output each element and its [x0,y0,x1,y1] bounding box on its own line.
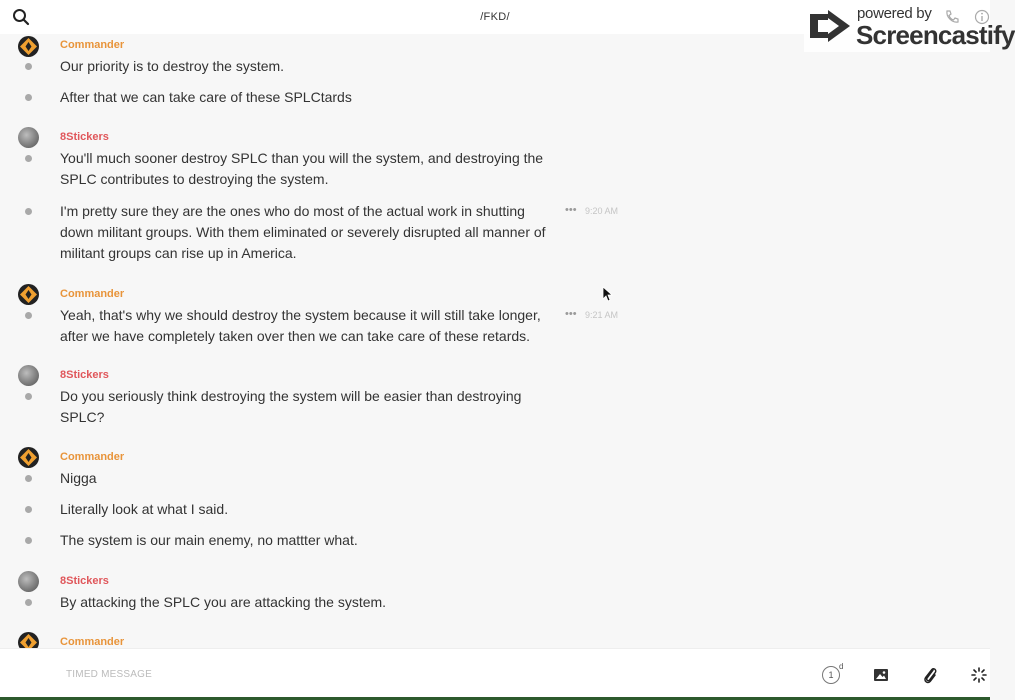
message-list[interactable] [0,34,990,648]
message-bullet [25,63,32,70]
avatar[interactable] [18,127,39,148]
message-bullet [25,155,32,162]
message-bullet [25,393,32,400]
message-text: I'm pretty sure they are the ones who do most of the actual work in shutting down militant groups. With them eliminated or severely disrupted all manner of militant groups can rise up in America. [60,203,546,261]
message-text: After that we can take care of these SPLCtards [60,89,352,105]
timer-unit: d [839,662,844,671]
more-icon[interactable]: ••• [565,204,577,216]
more-icon[interactable]: ••• [565,308,577,320]
message-text: You'll much sooner destroy SPLC than you will the system, and destroying the SPLC contributes to destroying the system. [60,150,544,187]
message-bullet [25,506,32,513]
message-text: By attacking the SPLC you are attacking the system. [60,594,387,610]
message-text: Do you seriously think destroying the system will be easier than destroying SPLC? [60,388,522,425]
commander-avatar-icon [18,36,39,57]
timer-value: 1 [822,666,840,684]
avatar[interactable] [18,284,39,305]
loader-icon[interactable] [971,667,987,683]
composer-bar [0,648,990,700]
message-author[interactable]: Commander [60,288,125,300]
attach-icon[interactable] [922,666,938,684]
message-author[interactable]: Commander [60,636,125,648]
message-author[interactable]: 8Stickers [60,369,109,381]
message-text: Nigga [60,470,97,486]
watermark-brand: Screencastify [856,20,1015,50]
message-bullet [25,475,32,482]
info-icon[interactable] [974,9,990,25]
message-bullet [25,208,32,215]
message-input[interactable] [66,669,666,680]
message-bullet [25,312,32,319]
message-author[interactable]: Commander [60,39,125,51]
commander-avatar-icon [18,284,39,305]
message-author[interactable]: Commander [60,451,125,463]
timer-icon[interactable] [822,662,844,686]
message-bullet [25,599,32,606]
message-author[interactable]: 8Stickers [60,575,109,587]
avatar[interactable] [18,571,39,592]
message-bullet [25,94,32,101]
commander-avatar-icon [18,447,39,468]
avatar[interactable] [18,36,39,57]
watermark-powered-by: powered by [857,5,932,22]
chat-title: /FKD/ [480,11,510,23]
message-text: The system is our main enemy, no mattter what. [60,532,358,548]
message-time: 9:20 AM [585,206,619,216]
message-text: Our priority is to destroy the system. [60,58,285,74]
message-author[interactable]: 8Stickers [60,131,109,143]
message-time: 9:21 AM [585,310,619,320]
image-icon[interactable] [873,667,889,683]
avatar[interactable] [18,447,39,468]
avatar[interactable] [18,365,39,386]
message-bullet [25,537,32,544]
phone-icon[interactable] [944,9,960,25]
message-text: Yeah, that's why we should destroy the system because it will still take longer, after we have completely taken over then we can take care of these retards. [60,307,541,344]
mouse-cursor-icon [602,286,613,302]
message-text: Literally look at what I said. [60,501,229,517]
